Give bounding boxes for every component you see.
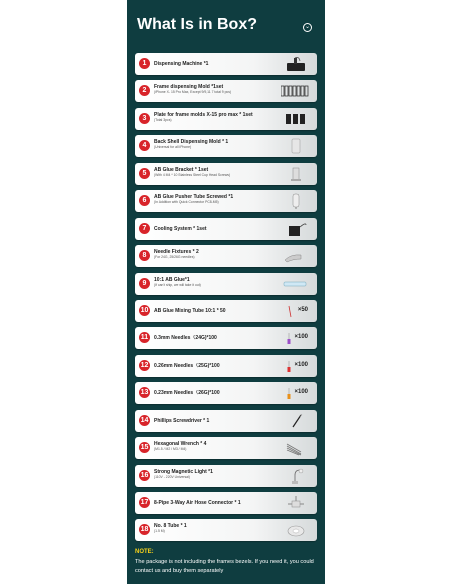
item-text — [154, 194, 272, 204]
screwdriver-icon — [281, 413, 311, 429]
item-number-badge: 2 — [139, 85, 150, 96]
note-label: NOTE: — [135, 549, 154, 555]
item-sublabel: (If can't ship, we will take it out) — [154, 282, 201, 287]
item-text — [154, 112, 272, 122]
item-text — [154, 523, 272, 533]
item-text — [154, 441, 272, 451]
dispensing-machine-icon — [281, 56, 311, 72]
item-number-badge: 15 — [140, 444, 149, 452]
item-label: 0.26mm Needles（25G)*100 — [154, 362, 220, 369]
item-sublabel: (With 4 M4 * 10 Stainless Steel Cup Head Screws) — [154, 172, 231, 177]
item-label: Hexagonal Wrench * 4 — [154, 441, 207, 448]
item-number-badge: 14 — [140, 416, 149, 424]
item-number-badge: 9 — [139, 278, 150, 289]
item-label: Strong Magnetic Light *1 — [154, 468, 213, 475]
item-number-badge: 8 — [139, 250, 150, 261]
item-quantity: ×100 — [294, 389, 308, 396]
item-text — [154, 418, 272, 424]
list-item — [135, 135, 317, 157]
items-list — [135, 53, 317, 547]
list-item — [135, 218, 317, 240]
note-text: The package is not including the frames bezels. If you need it, you could contact us and buy them separately — [135, 559, 314, 574]
item-number-badge: 3 — [139, 113, 150, 124]
ab-glue-icon — [281, 276, 311, 292]
list-item — [135, 108, 317, 130]
hex-wrench-icon — [281, 440, 311, 456]
tube-roll-icon — [281, 522, 311, 538]
list-item — [135, 300, 317, 322]
item-text — [154, 84, 272, 94]
item-label: Frame dispensing Mold *1set — [154, 84, 224, 91]
magnetic-light-icon — [281, 468, 311, 484]
item-sublabel: (110V - 220V Universal) — [154, 474, 190, 479]
item-sublabel: (For 24G, 25/26G needles) — [154, 255, 195, 260]
list-item — [135, 437, 317, 459]
item-number-badge: 6 — [139, 195, 150, 206]
item-sublabel: (1.5 M) — [154, 529, 165, 534]
item-number-badge: 13 — [140, 389, 149, 397]
item-sublabel: (In Addition with Quick Connector PC8-M5) — [154, 200, 219, 205]
page-title: What Is in Box? — [137, 16, 257, 33]
item-label: Cooling System * 1set — [154, 225, 207, 232]
chevron-down-icon[interactable]: ⌄ — [304, 24, 311, 30]
item-label: AB Glue Bracket * 1set — [154, 166, 209, 173]
list-item — [135, 327, 317, 349]
item-text — [154, 390, 272, 396]
mold-plates-icon — [281, 111, 311, 127]
item-label: 10:1 AB Glue*1 — [154, 276, 190, 283]
list-item — [135, 273, 317, 295]
item-sublabel: (Universal for all iPhone) — [154, 145, 192, 150]
item-label: Needle Fixtures * 2 — [154, 249, 199, 256]
item-number-badge: 17 — [140, 499, 149, 506]
list-item — [135, 465, 317, 487]
list-item — [135, 245, 317, 267]
item-label: AB Glue Pusher Tube Screwed *1 — [154, 194, 234, 201]
item-text — [154, 226, 272, 232]
item-number-badge: 12 — [140, 361, 149, 369]
item-quantity: ×100 — [294, 361, 308, 368]
pusher-tube-icon — [281, 193, 311, 209]
list-item — [135, 53, 317, 75]
item-number-badge: 1 — [139, 58, 150, 69]
list-item — [135, 519, 317, 541]
list-item — [135, 190, 317, 212]
item-label: 8-Pipe 3-Way Air Hose Connector * 1 — [154, 500, 241, 506]
list-item — [135, 80, 317, 102]
needle-fixture-icon — [281, 248, 311, 264]
item-text — [154, 61, 272, 67]
item-number-badge: 18 — [140, 526, 149, 534]
item-text — [154, 308, 272, 314]
item-label: AB Glue Mixing Tube 10:1 * 50 — [154, 307, 226, 314]
list-item — [135, 492, 317, 514]
list-item — [135, 382, 317, 404]
item-number-badge: 4 — [139, 140, 150, 151]
item-label: Back Shell Dispensing Mold * 1 — [154, 139, 229, 146]
cooling-system-icon — [281, 221, 311, 237]
item-label: Plate for frame molds X-15 pro max * 1set — [154, 111, 253, 118]
item-label: 0.3mm Needles（24G)*100 — [154, 335, 217, 342]
item-number-badge: 5 — [139, 168, 150, 179]
item-number-badge: 7 — [139, 223, 150, 234]
item-text — [154, 363, 272, 369]
item-text — [154, 139, 272, 149]
list-item — [135, 355, 317, 377]
item-sublabel: (Total 3pcs) — [154, 117, 172, 122]
item-text — [154, 277, 272, 287]
item-label: Dispensing Machine *1 — [154, 61, 209, 67]
list-item — [135, 410, 317, 432]
box-contents-panel — [127, 0, 325, 584]
back-shell-mold-icon — [281, 138, 311, 154]
item-number-badge: 16 — [140, 471, 149, 479]
item-sublabel: (M1.5 / M2 / M3 / M4) — [154, 447, 187, 452]
item-text — [154, 469, 272, 479]
item-text — [154, 249, 272, 259]
frame-molds-icon — [281, 83, 311, 99]
item-label: 0.23mm Needles（26G)*100 — [154, 390, 220, 397]
list-item — [135, 163, 317, 185]
air-hose-connector-icon — [281, 495, 311, 511]
glue-bracket-icon — [281, 166, 311, 182]
item-number-badge: 10 — [140, 306, 149, 314]
item-text — [154, 500, 272, 506]
item-text — [154, 167, 272, 177]
item-quantity: ×100 — [294, 334, 308, 341]
item-text — [154, 335, 272, 341]
item-number-badge: 11 — [140, 334, 149, 342]
item-label: No. 8 Tube * 1 — [154, 523, 187, 530]
item-sublabel: (iPhone X- 15 Pro Max, Except 9/9,11 7 total 9 pcs) — [154, 90, 232, 95]
item-label: Phillips Screwdriver * 1 — [154, 417, 210, 424]
item-quantity: ×50 — [297, 306, 308, 313]
